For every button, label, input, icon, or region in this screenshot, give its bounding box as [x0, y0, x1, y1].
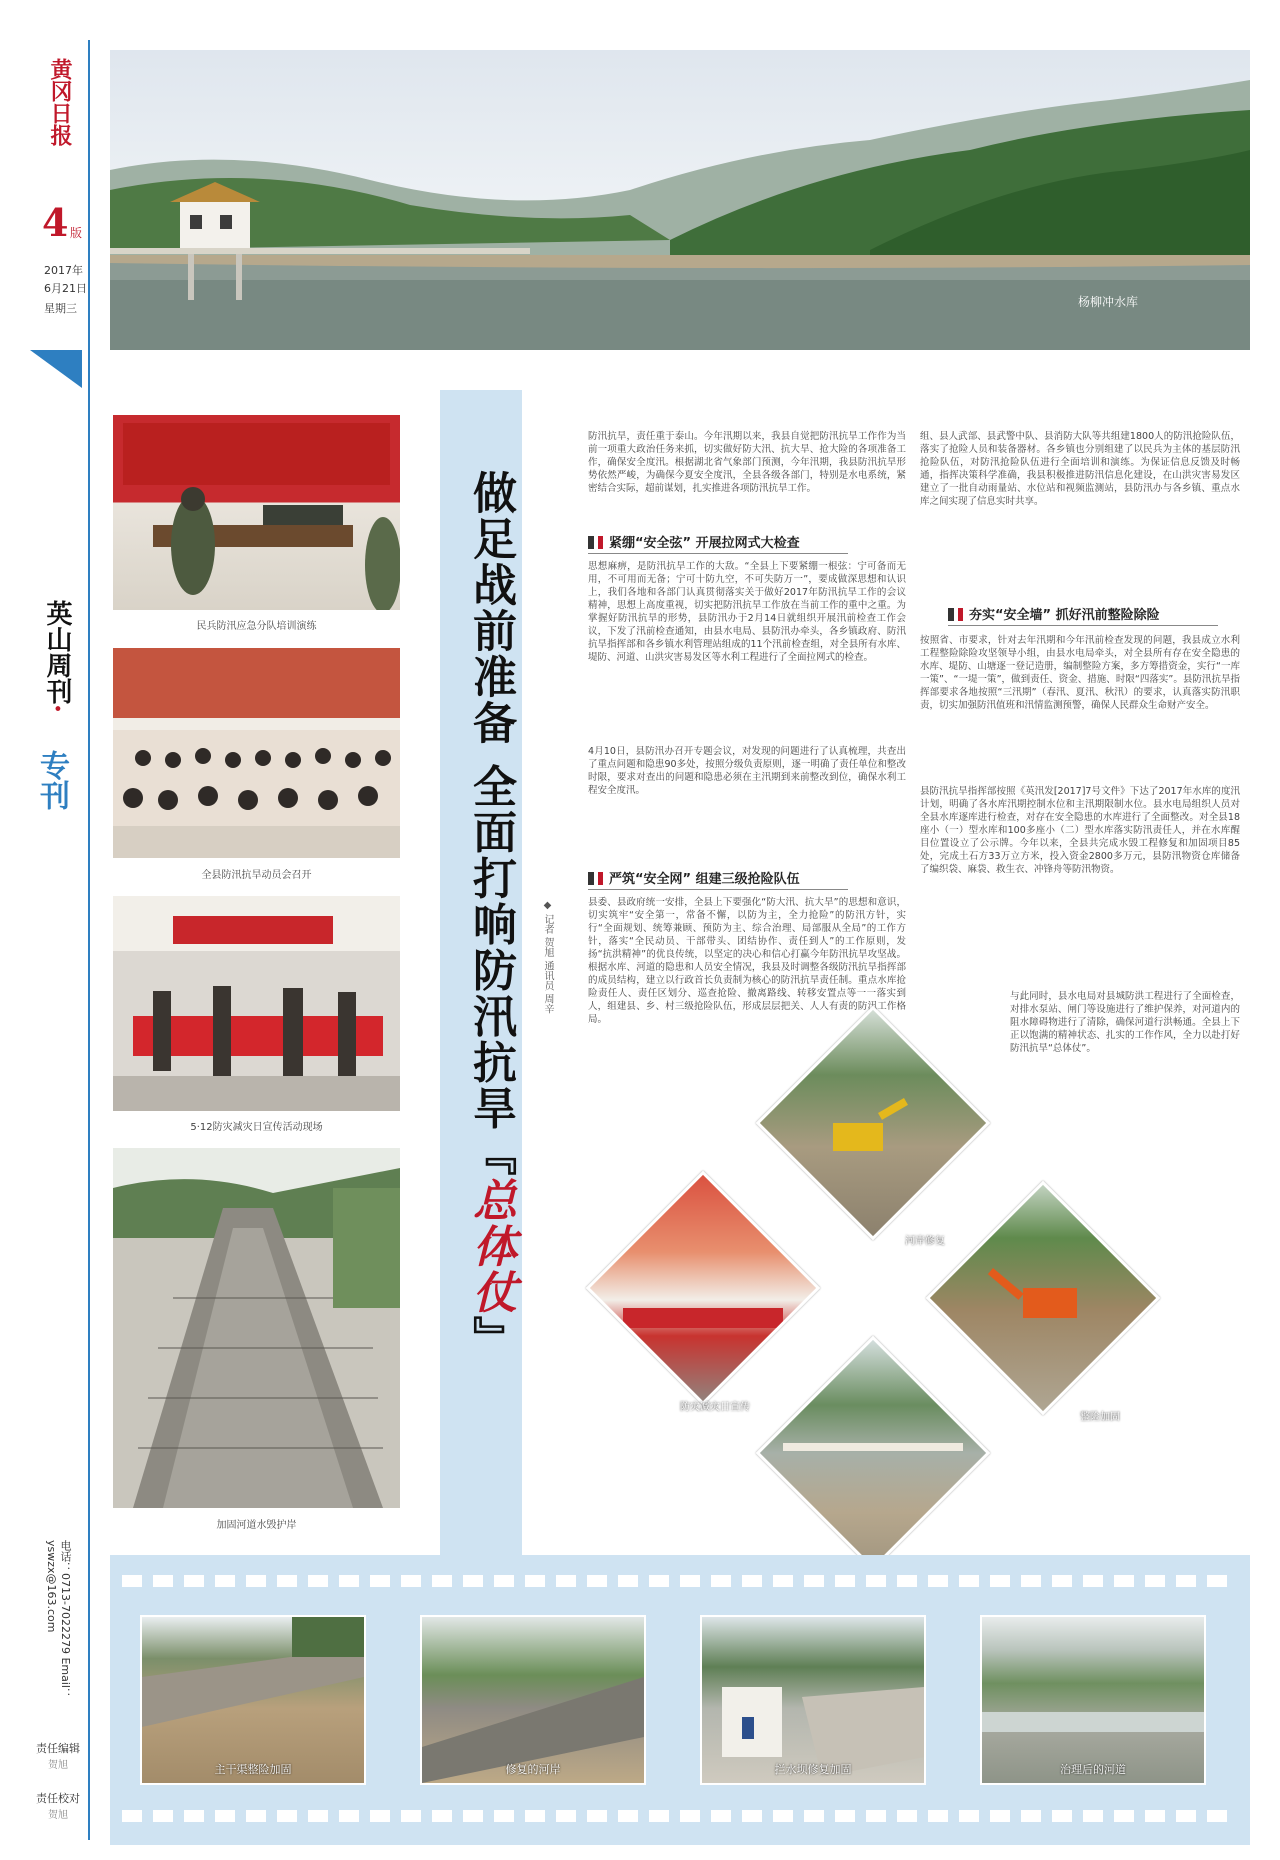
- sprocket-hole: [680, 1810, 700, 1822]
- sprocket-hole: [401, 1575, 421, 1587]
- sprocket-hole: [1052, 1810, 1072, 1822]
- byline: ◆ 记者 贺旭 通讯员 周辛: [542, 900, 553, 1014]
- corner-triangle-icon: [30, 350, 82, 388]
- film-photo-riverbank: [420, 1615, 646, 1785]
- contact-info: 电话：0713-7022279 Email：yswzx@163.com: [45, 1540, 72, 1699]
- sprocket-hole: [277, 1810, 297, 1822]
- sprocket-hole: [494, 1575, 514, 1587]
- diamond-photo-dam: [756, 1336, 991, 1571]
- sprocket-hole: [711, 1810, 731, 1822]
- sprocket-hole: [990, 1810, 1010, 1822]
- sprocket-hole: [122, 1575, 142, 1587]
- sprocket-hole: [525, 1810, 545, 1822]
- article-section-2a: 县委、县政府统一安排，全县上下要强化“防大汛、抗大旱”的思想和意识，切实筑牢“安全第一，常备不懈，以防为主，全力抢险”的防汛方针，实行“全面规划、统筹兼顾、预防为主、综合治理、局部服从全局”的工作方针，落实“全民动员、干部带头、团结协作、责任到人”的工作原则，发扬“抗洪精神”的优良传统，以坚定的决心和信心打赢今年防汛抗旱攻坚战。根据水库、河道的隐患和人员安全情况，我县及时调整各级防汛抗旱指挥部的成员结构，建立以行政首长负责制为核心的防汛抗旱责任制。重点水库抢险责任人、责任区划分、巡查抢险、撤离路线、转移安置点等一一落实到人，组建县、乡、村三级抢险队伍，形成层层把关、人人有责的防汛工作格局。: [588, 897, 906, 1025]
- sprocket-hole: [1052, 1575, 1072, 1587]
- photo-gabion-reinforcement: [113, 1148, 400, 1508]
- sprocket-hole: [897, 1575, 917, 1587]
- sprocket-hole: [308, 1575, 328, 1587]
- sprocket-hole: [649, 1810, 669, 1822]
- sprocket-hole: [773, 1810, 793, 1822]
- sprocket-hole: [370, 1575, 390, 1587]
- banner-photo: [110, 50, 1250, 350]
- photo-caption-3: 5·12防灾减灾日宣传活动现场: [190, 1122, 323, 1133]
- sprocket-hole: [990, 1575, 1010, 1587]
- film-caption-2: 修复的河岸: [505, 1763, 561, 1776]
- article-section-2b: 组、县人武部、县武警中队、县消防大队等共组建1800人的防汛抢险队伍，落实了抢险人员和装备器材。各乡镇也分别组建了以民兵为主体的基层防汛抢险队伍，对防汛抢险队伍进行全面培训和演练。为保证信息反馈及时畅通，指挥决策科学准确，我县积极推进防汛信息化建设，在山洪灾害易发区建立了一批自动雨量站、水位站和视频监测站，县防汛办与各乡镇、重点水库之间实现了信息实时共享。: [920, 431, 1240, 507]
- newspaper-title: 黄冈日报: [47, 58, 73, 146]
- editor-credit: 责任编辑 贺旭: [36, 1742, 80, 1771]
- article-section-1b: 4月10日，县防汛办召开专题会议，对发现的问题进行了认真梳理，共查出了重点问题和隐患90多处，按照分级负责原则，逐一明确了责任单位和整改时限，要求对查出的问题和隐患必须在主汛期到来前整改到位，确保水利工程安全度汛。: [588, 746, 906, 796]
- film-photo-dam: [700, 1615, 926, 1785]
- sprocket-hole: [866, 1810, 886, 1822]
- sprocket-hole: [959, 1575, 979, 1587]
- photo-caption-1: 民兵防汛应急分队培训演练: [196, 621, 317, 632]
- sprocket-hole: [1021, 1575, 1041, 1587]
- diamond-photo-excavator: [926, 1181, 1161, 1416]
- sprocket-hole: [1207, 1810, 1227, 1822]
- diamond-caption-2: 防灾减灾日宣传: [680, 1402, 750, 1413]
- sprocket-hole: [215, 1575, 235, 1587]
- sprocket-hole: [494, 1810, 514, 1822]
- article-intro: 防汛抗旱，责任重于泰山。今年汛期以来，我县自觉把防汛抗旱工作作为当前一项重大政治任务来抓，切实做好防大汛、抗大旱、抢大险的各项准备工作，确保安全度汛。根据湖北省气象部门预测，今年汛期，我县防汛抗旱形势依然严峻，为确保今夏安全度汛，全县各级各部门，特别是水电系统，紧密结合实际，超前谋划，扎实推进各项防汛抗旱工作。: [588, 431, 906, 494]
- sprocket-hole: [432, 1575, 452, 1587]
- weekday: 星期三: [44, 302, 77, 315]
- sprocket-hole: [1145, 1810, 1165, 1822]
- date-year: 2017年: [44, 264, 83, 277]
- sprocket-hole: [246, 1575, 266, 1587]
- headline: 做足战前准备 全面打响防汛抗旱『总体仗』: [465, 470, 516, 1362]
- sprocket-hole: [1207, 1575, 1227, 1587]
- sprocket-hole: [680, 1575, 700, 1587]
- section-type: 专刊: [34, 750, 69, 810]
- sprocket-hole: [277, 1575, 297, 1587]
- sprocket-hole: [618, 1810, 638, 1822]
- sprocket-hole: [773, 1575, 793, 1587]
- sprocket-hole: [1176, 1575, 1196, 1587]
- date-day: 6月21日: [44, 282, 87, 295]
- diamond-photo-publicity: [586, 1171, 821, 1406]
- sprocket-hole: [649, 1575, 669, 1587]
- sprocket-hole: [184, 1575, 204, 1587]
- photo-mobilization-meeting: [113, 648, 400, 858]
- sprocket-hole: [742, 1810, 762, 1822]
- sprocket-hole: [804, 1810, 824, 1822]
- subheading-1: 紧绷“安全弦” 开展拉网式大检查: [588, 532, 848, 554]
- page-number: 4: [42, 200, 69, 245]
- film-caption-3: 拦水坝修复加固: [774, 1763, 852, 1776]
- sprocket-hole: [525, 1575, 545, 1587]
- article-section-3c: 与此同时，县水电局对县城防洪工程进行了全面检查，对排水泵站、闸门等设施进行了维护保养，对河道内的阻水障碍物进行了清除，确保河道行洪畅通。全县上下正以饱满的精神状态、扎实的工作作风，全力以赴打好防汛抗旱“总体仗”。: [1010, 991, 1240, 1054]
- subheading-2: 严筑“安全网” 组建三级抢险队伍: [588, 868, 848, 890]
- sprocket-hole: [618, 1575, 638, 1587]
- sprocket-hole: [339, 1810, 359, 1822]
- sprocket-hole: [153, 1575, 173, 1587]
- article-section-3a: 按照省、市要求，针对去年汛期和今年汛前检查发现的问题，我县成立水利工程整险除险攻坚领导小组，由县水电局牵头，对全县所有存在安全隐患的水库、堤防、山塘逐一登记造册，编制整险方案，多方筹措资金，实行“一库一策”、“一堤一策”，做到责任、资金、措施、时限“四落实”。县防汛抗旱指挥部要求各地按照“三汛期”（春汛、夏汛、秋汛）的要求，认真落实防汛职责，切实加强防汛值班和汛情监测预警，确保人民群众生命财产安全。: [920, 635, 1240, 711]
- page-unit: 版: [70, 226, 83, 240]
- section-name: 英山周刊·: [42, 600, 72, 714]
- sprocket-hole: [835, 1575, 855, 1587]
- subheading-3: 夯实“安全墙” 抓好汛前整险除险: [948, 604, 1218, 626]
- sprocket-hole: [370, 1810, 390, 1822]
- sprocket-hole: [556, 1810, 576, 1822]
- sprocket-hole: [463, 1810, 483, 1822]
- sprocket-hole: [308, 1810, 328, 1822]
- diamond-caption-3: 整险加固: [1080, 1412, 1120, 1423]
- film-strip: [110, 1555, 1250, 1845]
- sprocket-hole: [711, 1575, 731, 1587]
- sprocket-hole: [742, 1575, 762, 1587]
- article-section-3b: 县防汛抗旱指挥部按照《英汛发[2017]7号文件》下达了2017年水库的度汛计划，明确了各水库汛期控制水位和主汛期限制水位。县水电局组织人员对全县水库逐库进行检查，对存在安全隐患的水库进行了全面整改。对全县18座小（一）型水库和100多座小（二）型水库落实防汛责任人，并在水库醒目位置设立了公示牌。今年以来，全县共完成水毁工程修复和加固项目85处，完成土石方33万立方米，投入资金2800多万元，县防汛物资仓库储备了编织袋、麻袋、救生衣、冲锋舟等防汛物资。: [920, 786, 1240, 875]
- sprocket-hole: [804, 1575, 824, 1587]
- sprocket-hole: [1114, 1575, 1134, 1587]
- sprocket-hole: [122, 1810, 142, 1822]
- headline-highlight: 总体仗: [465, 1177, 516, 1316]
- sprocket-hole: [215, 1810, 235, 1822]
- masthead-divider: [88, 40, 90, 1840]
- film-photo-canal: [140, 1615, 366, 1785]
- sprocket-hole: [184, 1810, 204, 1822]
- sprocket-hole: [246, 1810, 266, 1822]
- article-section-1a: 思想麻痹，是防汛抗旱工作的大敌。“全县上下要紧绷一根弦：宁可备而无用，不可用而无备；宁可十防九空，不可失防万一”，要成做深思想和认识上，我们各地和各部门认真贯彻落实关于做好2017年防汛抗旱工作的会议精神，思想上高度重视，切实把防汛抗旱工作放在当前工作的重中之重。为掌握好防汛抗旱的形势，县防汛办于2月14日就组织开展汛前检查工作会议，下发了汛前检查通知，由县水电局、县防汛办牵头，各乡镇政府、防汛抗旱指挥部和各乡镇水利管理站组成的11个汛前检查组，对全县所有水库、堤防、河道、山洪灾害易发区等水利工程进行了全面拉网式的检查。: [588, 561, 906, 663]
- sprocket-hole: [1145, 1575, 1165, 1587]
- photo-caption-2: 全县防汛抗旱动员会召开: [201, 870, 312, 881]
- sprocket-hole: [1176, 1810, 1196, 1822]
- sprocket-hole: [928, 1575, 948, 1587]
- sprocket-hole: [835, 1810, 855, 1822]
- sprocket-hole: [339, 1575, 359, 1587]
- sprocket-hole: [897, 1810, 917, 1822]
- sprocket-hole: [556, 1575, 576, 1587]
- sprocket-hole: [401, 1810, 421, 1822]
- film-caption-4: 治理后的河道: [1060, 1763, 1126, 1776]
- sprocket-hole: [1021, 1810, 1041, 1822]
- sprocket-hole: [587, 1810, 607, 1822]
- sprocket-hole: [928, 1810, 948, 1822]
- film-photo-river: [980, 1615, 1206, 1785]
- sprocket-hole: [1083, 1810, 1103, 1822]
- film-caption-1: 主干渠整险加固: [214, 1763, 292, 1776]
- sprocket-hole: [432, 1810, 452, 1822]
- photo-caption-4: 加固河道水毁护岸: [216, 1520, 297, 1531]
- banner-caption: 杨柳冲水库: [1077, 295, 1138, 309]
- sprocket-hole: [153, 1810, 173, 1822]
- proof-credit: 责任校对 贺旭: [36, 1792, 80, 1821]
- diamond-caption-1: 河岸修复: [905, 1236, 945, 1247]
- sprocket-hole: [1083, 1575, 1103, 1587]
- sprocket-hole: [587, 1575, 607, 1587]
- photo-disaster-day-event: [113, 896, 400, 1111]
- sprocket-hole: [959, 1810, 979, 1822]
- sprocket-hole: [463, 1575, 483, 1587]
- sprocket-hole: [866, 1575, 886, 1587]
- photo-militia-drill: [113, 415, 400, 610]
- sprocket-hole: [1114, 1810, 1134, 1822]
